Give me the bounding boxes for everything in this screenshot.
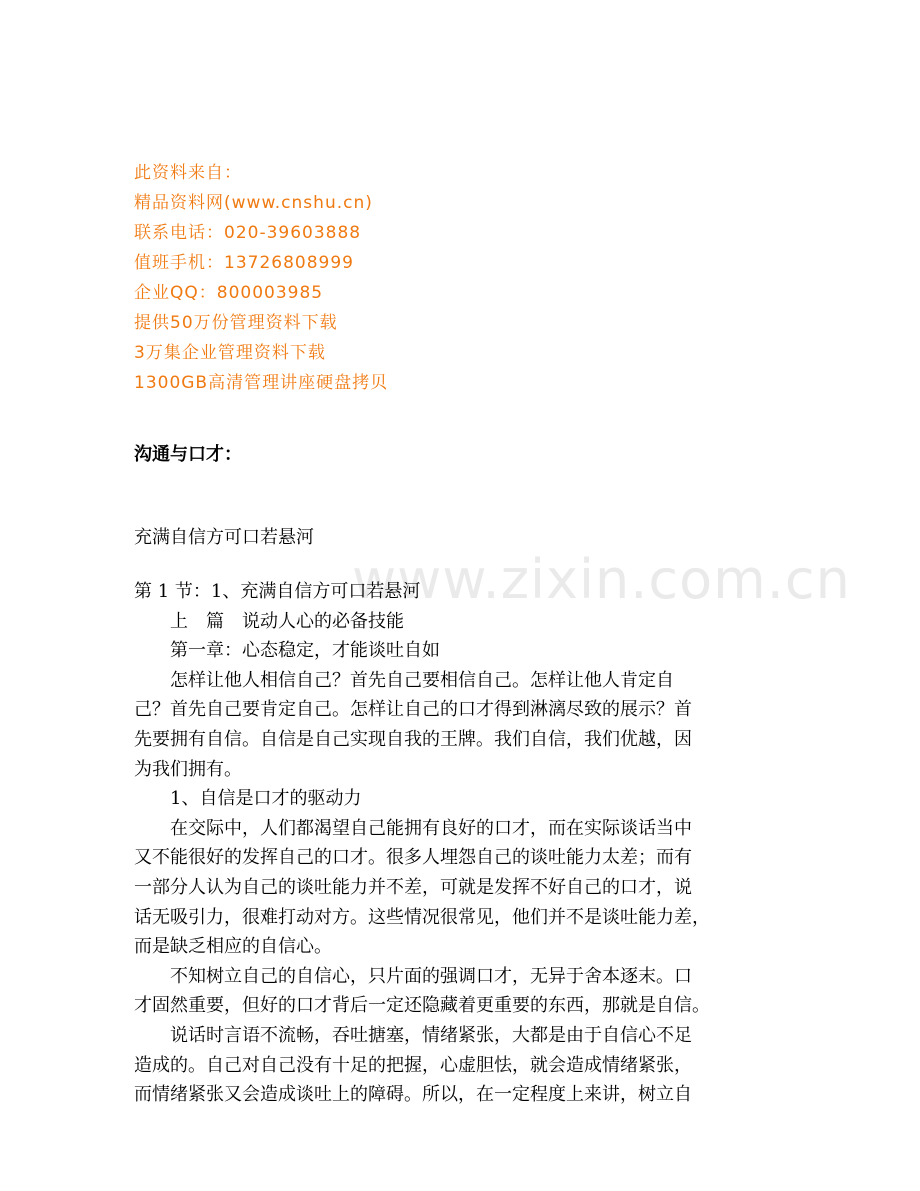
body-text-line: 才固然重要，但好的口才背后一定还隐藏着更重要的东西，那就是自信。	[134, 995, 710, 1017]
contact-phone-line: 联系电话：020-39603888	[134, 223, 362, 243]
body-text-line: 而情绪紧张又会造成谈吐上的障碍。所以，在一定程度上来讲，树立自	[134, 1084, 692, 1106]
company-qq-line: 企业QQ：800003985	[134, 283, 324, 303]
offer-line-1: 提供50万份管理资料下载	[134, 313, 338, 333]
body-text-line: 而是缺乏相应的自信心。	[134, 936, 332, 958]
body-text-line: 又不能很好的发挥自己的口才。很多人埋怨自己的谈吐能力太差；而有	[134, 847, 692, 869]
source-info-block	[134, 158, 554, 398]
watermark: www.zixin.com.cn	[352, 548, 851, 611]
body-text-line: 不知树立自己的自信心，只片面的强调口才，无异于舍本逐末。口	[134, 965, 692, 987]
source-website-line: 精品资料网(www.cnshu.cn)	[134, 193, 373, 213]
offer-line-2: 3万集企业管理资料下载	[134, 343, 326, 363]
body-text-line: 己？首先自己要肯定自己。怎样让自己的口才得到淋漓尽致的展示？首	[134, 699, 692, 721]
body-text-line: 说话时言语不流畅，吞吐搪塞，情绪紧张，大都是由于自信心不足	[134, 1024, 692, 1046]
source-info-line: 此资料来自：	[134, 163, 242, 183]
body-text-line: 一部分人认为自己的谈吐能力并不差，可就是发挥不好自己的口才，说	[134, 876, 692, 898]
part-heading: 上 篇 说动人心的必备技能	[134, 610, 404, 632]
body-text-line: 在交际中，人们都渴望自己能拥有良好的口才，而在实际谈话当中	[134, 817, 692, 839]
section-title: 沟通与口才：	[134, 444, 242, 465]
duty-mobile-line: 值班手机：13726808999	[134, 253, 354, 273]
body-text-line: 话无吸引力，很难打动对方。这些情况很常见，他们并不是谈吐能力差，	[134, 906, 710, 928]
subsection-heading: 1、自信是口才的驱动力	[134, 788, 362, 810]
chapter-heading: 第 1 节：1、充满自信方可口若悬河	[134, 581, 421, 602]
body-text-line: 为我们拥有。	[134, 758, 242, 780]
article-title: 充满自信方可口若悬河	[134, 527, 314, 548]
body-text-line: 怎样让他人相信自己？首先自己要相信自己。怎样让他人肯定自	[134, 669, 674, 691]
body-text-line: 先要拥有自信。自信是自己实现自我的王牌。我们自信，我们优越，因	[134, 728, 692, 750]
body-text-line: 造成的。自己对自己没有十足的把握，心虚胆怯，就会造成情绪紧张，	[134, 1054, 692, 1076]
offer-line-3: 1300GB高清管理讲座硬盘拷贝	[134, 373, 389, 393]
article-body	[134, 577, 794, 1110]
chapter-subheading: 第一章：心态稳定，才能谈吐自如	[134, 640, 440, 662]
